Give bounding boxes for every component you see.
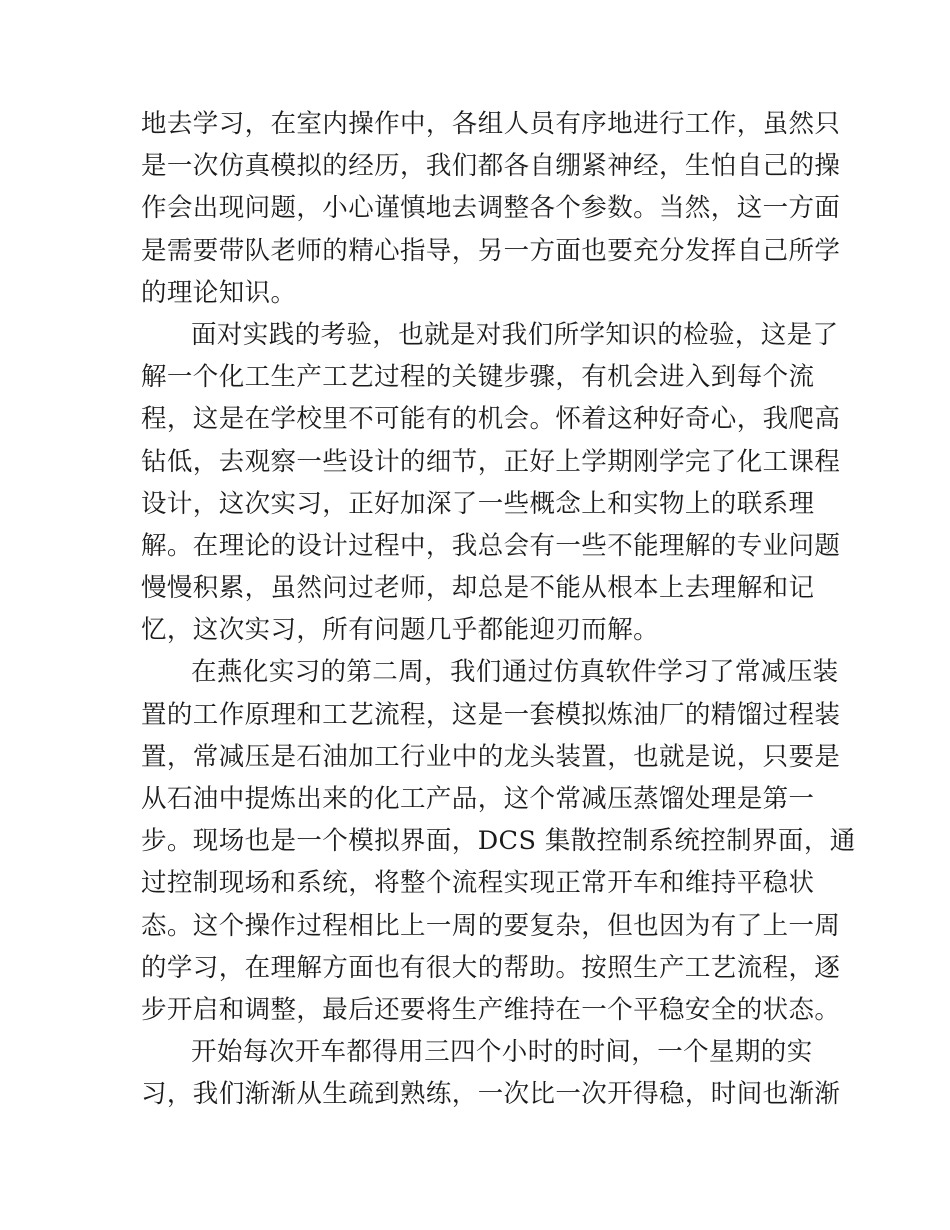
paragraph <box>141 103 841 314</box>
text-line: 置的工作原理和工艺流程，这是一套模拟炼油厂的精馏过程装 <box>141 699 841 730</box>
text-line: 慢慢积累，虽然问过老师，却总是不能从根本上去理解和记 <box>141 573 815 604</box>
text-line: 步开启和调整，最后还要将生产维持在一个平稳安全的状态。 <box>141 994 841 1025</box>
text-line: 作会出现问题，小心谨慎地去调整各个参数。当然，这一方面 <box>141 193 841 224</box>
text-line: 从石油中提炼出来的化工产品，这个常减压蒸馏处理是第一 <box>141 784 815 814</box>
text-line: 习，我们渐渐从生疏到熟练，一次比一次开得稳，时间也渐渐 <box>141 1079 841 1110</box>
text-line: 解一个化工生产工艺过程的关键步骤，有机会进入到每个流 <box>141 362 815 393</box>
paragraph <box>141 651 856 1031</box>
text-line: 钻低，去观察一些设计的细节，正好上学期刚学完了化工课程 <box>141 446 841 477</box>
text-line: 开始每次开车都得用三四个小时的时间，一个星期的实 <box>191 1037 813 1068</box>
text-line: 是需要带队老师的精心指导，另一方面也要充分发挥自己所学 <box>141 235 841 266</box>
text-line: 程，这是在学校里不可能有的机会。怀着这种好奇心，我爬高 <box>141 404 841 435</box>
text-line: 面对实践的考验，也就是对我们所学知识的检验，这是了 <box>191 319 839 350</box>
text-line: 忆，这次实习，所有问题几乎都能迎刃而解。 <box>141 615 660 646</box>
text-line: 地去学习，在室内操作中，各组人员有序地进行工作，虽然只 <box>141 109 841 139</box>
text-line: 置，常减压是石油加工行业中的龙头装置，也就是说，只要是 <box>141 741 841 772</box>
text-line: 态。这个操作过程相比上一周的要复杂，但也因为有了上一周 <box>141 910 841 941</box>
document-body <box>141 103 856 1116</box>
paragraph <box>141 1031 841 1115</box>
text-line: 在燕化实习的第二周，我们通过仿真软件学习了常减压装 <box>191 657 839 688</box>
text-line: 步。现场也是一个模拟界面，DCS 集散控制系统控制界面，通 <box>141 826 856 857</box>
text-line: 设计，这次实习，正好加深了一些概念上和实物上的联系理 <box>141 488 815 519</box>
text-line: 的学习，在理解方面也有很大的帮助。按照生产工艺流程，逐 <box>141 952 841 983</box>
text-line: 解。在理论的设计过程中，我总会有一些不能理解的专业问题 <box>141 530 841 561</box>
text-line: 的理论知识。 <box>141 277 297 308</box>
text-line: 是一次仿真模拟的经历，我们都各自绷紧神经，生怕自己的操 <box>141 151 841 182</box>
paragraph <box>141 314 841 652</box>
text-line: 过控制现场和系统，将整个流程实现正常开车和维持平稳状 <box>141 868 815 899</box>
